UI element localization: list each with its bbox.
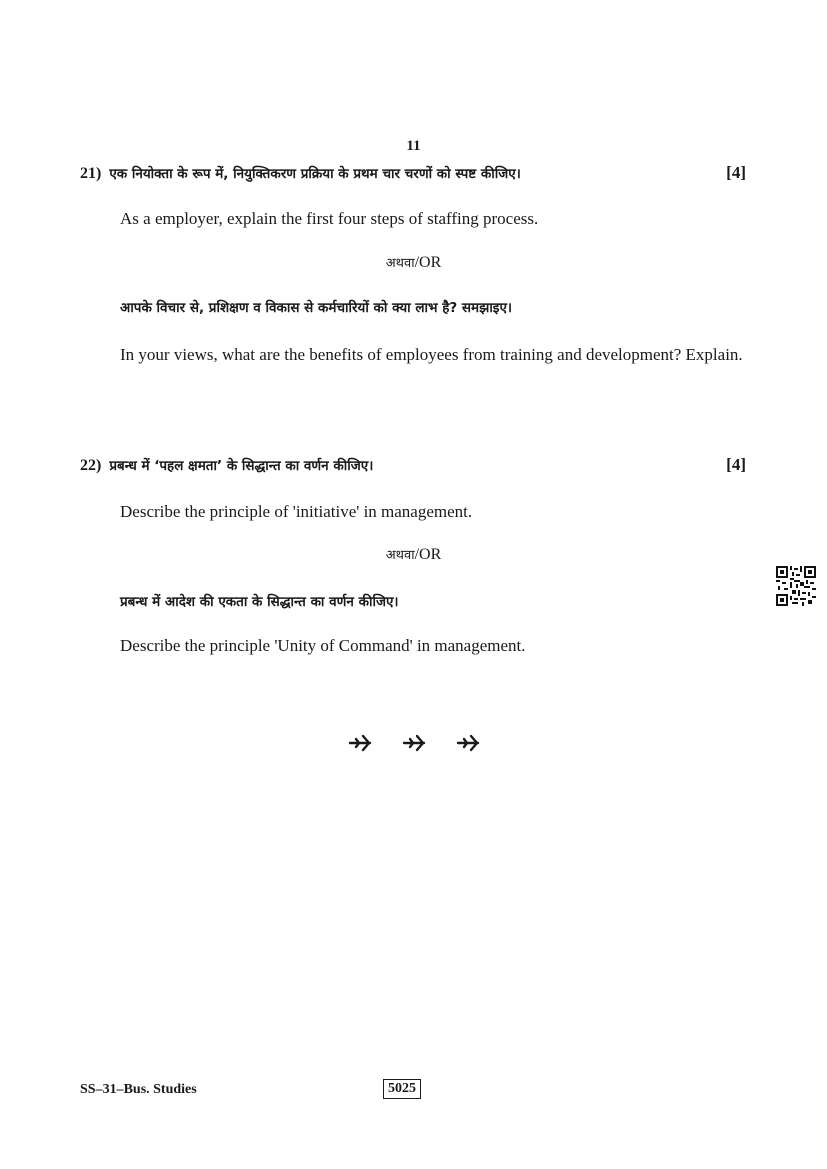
or-separator: [0, 253, 827, 272]
or-english: /OR: [414, 546, 442, 563]
or-english: /OR: [414, 254, 442, 271]
question-marks: [4]: [726, 163, 746, 182]
question-hindi: प्रबन्ध में ‘पहल क्षमता’ के सिद्धान्त का वर्णन कीजिए।: [109, 458, 374, 474]
question-english: As a employer, explain the first four steps of staffing process.: [120, 209, 539, 228]
question-hindi: एक नियोक्ता के रूप में, नियुक्तिकरण प्रक्रिया के प्रथम चार चरणों को स्पष्ट कीजिए।: [109, 166, 521, 182]
footer-page-code: 5025: [383, 1079, 421, 1099]
question-english: Describe the principle of 'initiative' in management.: [120, 502, 473, 521]
alt-question-hindi: आपके विचार से, प्रशिक्षण व विकास से कर्मचारियों को क्या लाभ है? समझाइए।: [120, 300, 513, 316]
footer-paper-code: SS–31–Bus. Studies: [80, 1082, 197, 1097]
end-of-paper-marks: [0, 731, 827, 755]
plane-icon: [456, 731, 480, 755]
question-number-text: 21): [80, 165, 102, 182]
alt-question-hindi: प्रबन्ध में आदेश की एकता के सिद्धान्त का वर्णन कीजिए।: [120, 594, 399, 610]
or-separator: [0, 545, 827, 564]
or-hindi: अथवा: [385, 548, 415, 563]
plane-icon: [348, 731, 372, 755]
alt-question-english: Describe the principle 'Unity of Command' in management.: [120, 636, 526, 655]
or-hindi: अथवा: [385, 256, 415, 271]
alt-question-english: In your views, what are the benefits of employees from training and development? Explain.: [120, 345, 743, 364]
question-number: [80, 164, 521, 183]
question-number-text: 22): [80, 457, 102, 474]
question-marks: [4]: [726, 455, 746, 474]
question-number: [80, 456, 373, 475]
page-number: 11: [406, 138, 421, 154]
plane-icon: [402, 731, 426, 755]
qr-code-icon: [776, 566, 816, 606]
